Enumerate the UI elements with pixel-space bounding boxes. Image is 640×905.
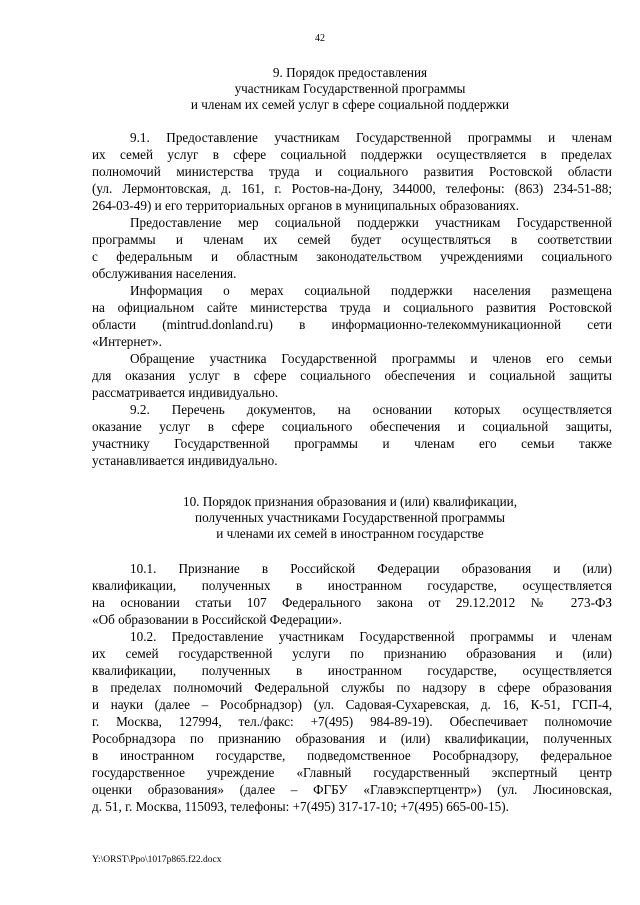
heading-line: участникам Государственной программы (234, 81, 466, 96)
text-line: «Об образовании в Российской Федерации». (92, 612, 342, 627)
heading-line: 9. Порядок предоставления (272, 65, 428, 80)
page-number: 42 (315, 33, 325, 44)
text-line: 9.1. Предоставление участникам Государственной программы и членам (130, 130, 612, 145)
heading-line: и членам их семей услуг в сфере социальной поддержки (190, 97, 510, 112)
text-line: полномочий министерства труда и социального развития Ростовской области (92, 164, 612, 179)
text-line: на основании статьи 107 Федерального закона от 29.12.2012 № 273-ФЗ (92, 595, 612, 610)
text-line: в иностранном государстве, подведомственное Рособрнадзору, федеральное (92, 748, 612, 763)
heading-line: полученных участниками Государственной программы (195, 510, 505, 525)
text-line: д. 51, г. Москва, 115093, телефоны: +7(495) 317-17-10; +7(495) 665-00-15). (92, 799, 509, 814)
text-line: (ул. Лермонтовская, д. 161, г. Ростов-на-Дону, 344000, телефоны: (863) 234-51-88; (92, 181, 612, 196)
text-line: рассматривается индивидуально. (92, 385, 279, 400)
text-line: г. Москва, 127994, тел./факс: +7(495) 984-89-19). Обеспечивает полномочие (92, 714, 612, 729)
section-10-heading (60, 494, 640, 542)
text-line: программы и членам их семей будет осуществляться в соответствии (92, 232, 612, 247)
text-line: с федеральным и областным законодательством учреждениями социального (92, 249, 612, 264)
section-9-body (92, 129, 612, 469)
text-line: оценки образования» (далее – ФГБУ «Главэкспертцентр») (ул. Люсиновская, (92, 782, 612, 797)
text-line: 264-03-49) и его территориальных органов в муниципальных образованиях. (92, 198, 520, 213)
text-line: их семей услуг в сфере социальной поддержки осуществляется в пределах (92, 147, 612, 162)
text-line: устанавливается индивидуально. (92, 453, 278, 468)
text-line: для оказания услуг в сфере социального обеспечения и социальной защиты (92, 368, 612, 383)
text-line: на официальном сайте министерства труда и социального развития Ростовской (92, 300, 612, 315)
text-line: обслуживания населения. (92, 266, 237, 281)
heading-line: 10. Порядок признания образования и (или) квалификации, (182, 494, 518, 509)
section-9-heading (60, 65, 640, 113)
text-line: 10.2. Предоставление участникам Государственной программы и членам (130, 629, 612, 644)
text-line: Информация о мерах социальной поддержки населения размещена (130, 283, 612, 298)
text-line: в пределах полномочий Федеральной службы по надзору в сфере образования (92, 680, 612, 695)
text-line: квалификации, полученных в иностранном государстве, осуществляется (92, 578, 612, 593)
text-line: участнику Государственной программы и членам его семьи также (92, 436, 612, 451)
text-line: квалификации, полученных в иностранном государстве, осуществляется (92, 663, 612, 678)
text-line: 10.1. Признание в Российской Федерации образования и (или) (130, 561, 612, 576)
text-line: и науки (далее – Рособрнадзор) (ул. Садовая-Сухаревская, д. 16, К-51, ГСП-4, (92, 697, 612, 712)
text-line: «Интернет». (92, 334, 162, 349)
text-line: государственное учреждение «Главный государственный экспертный центр (92, 765, 612, 780)
section-10-body (92, 560, 612, 815)
text-line: Предоставление мер социальной поддержки участникам Государственной (130, 215, 612, 230)
file-path-footer: Y:\ORST\Ppo\1017p865.f22.docx (92, 855, 222, 865)
text-line: оказание услуг в сфере социального обеспечения и социальной защиты, (92, 419, 612, 434)
text-line: 9.2. Перечень документов, на основании которых осуществляется (130, 402, 612, 417)
text-line: Обращение участника Государственной программы и членов его семьи (130, 351, 612, 366)
text-line: их семей государственной услуги по признанию образования и (или) (92, 646, 612, 661)
text-line: Рособрнадзора по признанию образования и (или) квалификации, полученных (92, 731, 612, 746)
heading-line: и членами их семей в иностранном государстве (216, 526, 484, 541)
text-line: области (mintrud.donland.ru) в информационно-телекоммуникационной сети (92, 317, 612, 332)
